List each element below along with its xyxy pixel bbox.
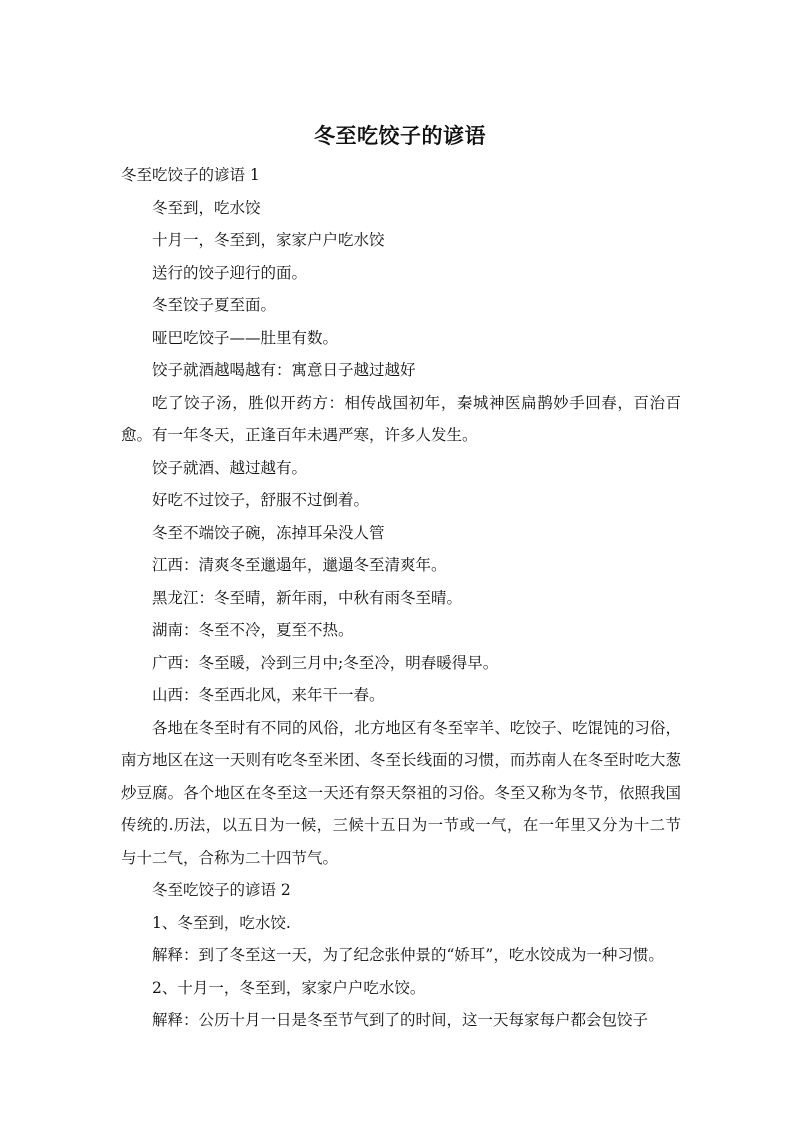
paragraph: 送行的饺子迎行的面。: [152, 263, 308, 282]
document-title: 冬至吃饺子的谚语: [314, 124, 486, 148]
paragraph: 吃了饺子汤，胜似开药方：相传战国初年，秦城神医扁鹊妙手回春，百治百愈。有一年冬天，正逢百年未遇严寒，许多人发生。: [121, 393, 681, 444]
paragraph: 山西：冬至西北风，来年干一春。: [152, 686, 385, 704]
section-heading-2: 冬至吃饺子的谚语 2: [152, 881, 291, 899]
paragraph: 冬至到，吃水饺: [152, 198, 261, 217]
paragraph: 2、十月一，冬至到，家家户户吃水饺。: [152, 978, 426, 997]
paragraph: 十月一，冬至到，家家户户吃水饺: [152, 231, 385, 249]
paragraph: 湖南：冬至不冷，夏至不热。: [152, 621, 354, 639]
paragraph: 饺子就酒越喝越有：寓意日子越过越好: [152, 361, 416, 379]
paragraph: 广西：冬至暖，冷到三月中;冬至冷，明春暖得早。: [152, 653, 499, 672]
paragraph: 1、冬至到，吃水饺.: [152, 913, 291, 932]
document-body: [121, 159, 681, 1037]
paragraph: 冬至饺子夏至面。: [152, 296, 277, 314]
paragraph: 解释：到了冬至这一天，为了纪念张仲景的“娇耳”，吃水饺成为一种习惯。: [152, 946, 664, 964]
paragraph: 哑巴吃饺子——肚里有数。: [152, 328, 339, 347]
paragraph: 江西：清爽冬至邋遢年，邋遢冬至清爽年。: [152, 556, 447, 574]
paragraph: 冬至不端饺子碗，冻掉耳朵没人管: [152, 523, 385, 542]
paragraph: 黑龙江：冬至晴，新年雨，中秋有雨冬至晴。: [152, 588, 463, 607]
paragraph: 好吃不过饺子，舒服不过倒着。: [152, 491, 370, 509]
paragraph: 解释：公历十月一日是冬至节气到了的时间，这一天每家每户都会包饺子: [152, 1011, 649, 1029]
paragraph: 饺子就酒、越过越有。: [152, 458, 308, 477]
section-heading-1: 冬至吃饺子的谚语 1: [121, 166, 260, 184]
paragraph: 各地在冬至时有不同的风俗，北方地区有冬至宰羊、吃饺子、吃馄饨的习俗，南方地区在这一天则有吃冬至米团、冬至长线面的习惯，而苏南人在冬至时吃大葱炒豆腐。各个地区在冬至这一天还有祭天祭祖的习俗。冬至又称为冬节，依照我国传统的.历法，以五日为一候，三候十五日为一节或一气，在一年里又分为十二节与十二气，合称为二十四节气。: [121, 718, 681, 867]
